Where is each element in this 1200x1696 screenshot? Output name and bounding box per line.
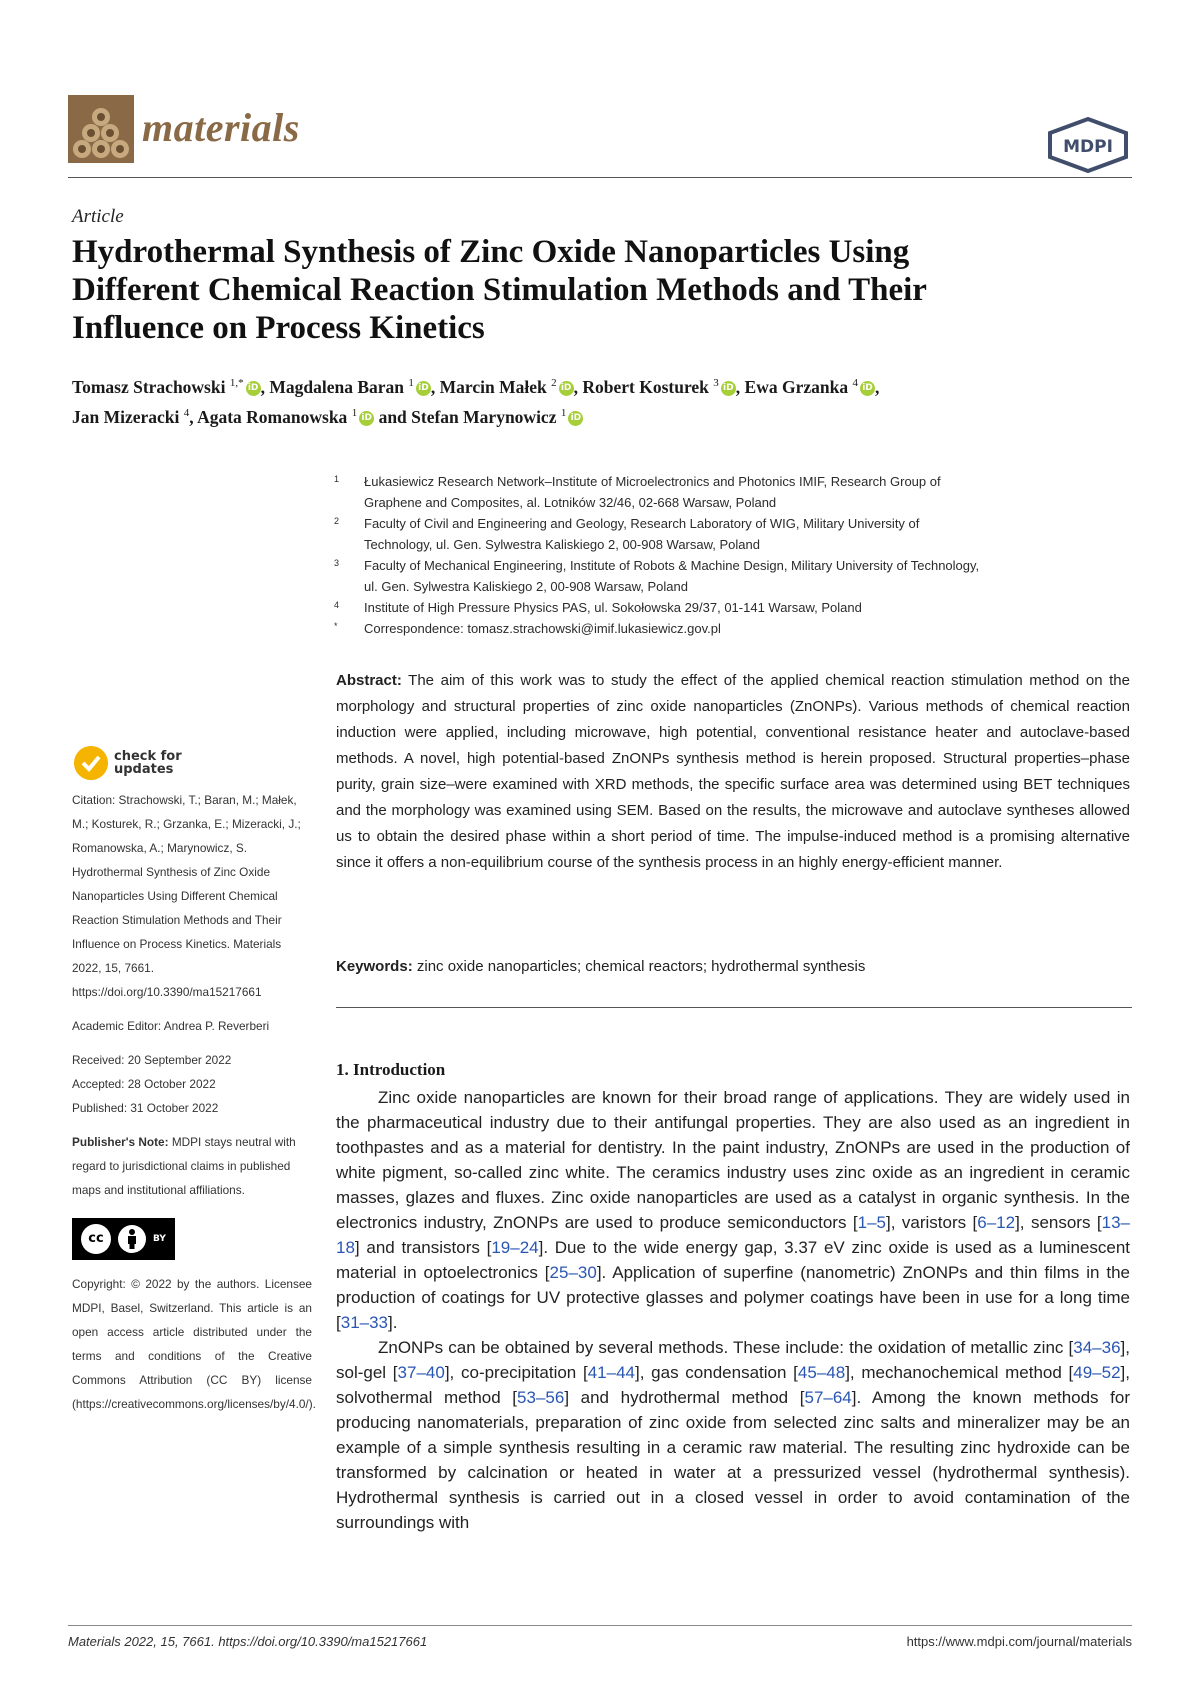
- footer-citation: Materials 2022, 15, 7661. https://doi.org/10.3390/ma15217661: [68, 1634, 428, 1649]
- citation-link[interactable]: 49–52: [1073, 1363, 1121, 1382]
- section-title: 1. Introduction: [336, 1060, 446, 1079]
- check-updates-icon: [74, 746, 108, 780]
- paragraph: ZnONPs can be obtained by several methods. These include: the oxidation of metallic zinc [34–36], sol-gel [37–40], co-precipitation [41–44], gas condensation [45–48], mechanochemical method [49–52], solvothermal method [53–56] and hydrothermal method [57–64]. Among the known methods for producing nanomaterials, preparation of zinc oxide from selected zinc salts and mineralizer may be an example of a simple synthesis resulting in a ceramic raw material. The resulting zinc hydroxide can be transformed by calcination or heated in water at a pressurized vessel (hydrothermal synthesis). Hydrothermal synthesis is carried out in a closed vessel in order to avoid contamination of the surroundings with: [336, 1338, 1130, 1532]
- affiliation-item: 3 Faculty of Mechanical Engineering, Institute of Robots & Machine Design, Military University of Technology, ul. Gen. Sylwestra Kaliskiego 2, 00-908 Warsaw, Poland: [334, 558, 980, 594]
- author-item[interactable]: Stefan Marynowicz $^1$ iD: [411, 407, 583, 427]
- author-list: [72, 370, 1132, 430]
- mdpi-logo-text: MDPI: [1063, 137, 1113, 157]
- correspondence: * Correspondence: tomasz.strachowski@imif.lukasiewicz.gov.pl: [334, 621, 721, 636]
- citation-link[interactable]: 57–64: [804, 1388, 852, 1407]
- citation-block: Citation: Strachowski, T.; Baran, M.; Małek, M.; Kosturek, R.; Grzanka, E.; Mizeracki, J.; Romanowska, A.; Marynowicz, S. Hydrothermal Synthesis of Zinc Oxide Nanoparticles Using Different Chemical Reaction Stimulation Methods and Their Influence on Process Kinetics. Materials 2022, 15, 7661. https://doi.org/10.3390/ma15217661: [72, 793, 301, 999]
- journal-name: materials: [142, 105, 300, 150]
- author-line-1: Tomasz Strachowski $^{1,*}$ iD , Magdalena Baran $^1$ iD , Marcin Małek $^2$ iD , Robert Kosturek $^3$ iD , Ewa Grzanka $^4$ iD ,: [72, 376, 880, 397]
- academic-editor: Academic Editor: Andrea P. Reverberi: [72, 1019, 270, 1033]
- author-item[interactable]: Marcin Małek $^2$ iD: [440, 377, 574, 397]
- orcid-icon[interactable]: iD: [568, 411, 583, 426]
- published-date: Published: 31 October 2022: [72, 1101, 219, 1115]
- citation-link[interactable]: 34–36: [1073, 1338, 1121, 1357]
- check-label: check for: [114, 749, 182, 764]
- abstract-label: Abstract:: [336, 672, 402, 689]
- abstract: [336, 668, 1130, 876]
- author-item[interactable]: Ewa Grzanka $^4$ iD: [745, 377, 875, 397]
- citation-link[interactable]: 6–12: [977, 1213, 1016, 1232]
- footer-journal-link[interactable]: https://www.mdpi.com/journal/materials: [906, 1634, 1132, 1649]
- citation-link[interactable]: 13–18: [336, 1213, 1130, 1257]
- title-line: Influence on Process Kinetics: [72, 310, 485, 346]
- author-line-2: Jan Mizeracki $^4$, Agata Romanowska $^1$ iD and Stefan Marynowicz $^1$ iD: [72, 400, 1132, 430]
- citation-link[interactable]: 31–33: [340, 1313, 389, 1332]
- citation-link[interactable]: 45–48: [797, 1363, 846, 1382]
- affiliation-item: 4 Institute of High Pressure Physics PAS, ul. Sokołowska 29/37, 01-141 Warsaw, Poland: [334, 600, 862, 615]
- orcid-icon[interactable]: iD: [246, 381, 261, 396]
- article-type: Article: [72, 206, 124, 227]
- publisher-note: Publisher's Note: MDPI stays neutral with regard to jurisdictional claims in published maps and institutional affiliations.: [72, 1135, 296, 1197]
- cc-by-license-badge[interactable]: [72, 1218, 175, 1260]
- citation-link[interactable]: 1–5: [857, 1213, 886, 1232]
- author-item[interactable]: Magdalena Baran $^1$ iD: [269, 377, 431, 397]
- author-item[interactable]: Tomasz Strachowski $^{1,*}$ iD: [72, 377, 261, 397]
- citation-link[interactable]: 41–44: [587, 1363, 635, 1382]
- keywords-divider: [336, 1007, 1132, 1008]
- citation-link[interactable]: 25–30: [549, 1263, 597, 1282]
- affiliations: [334, 471, 1134, 639]
- cc-icon: cc: [81, 1224, 111, 1254]
- orcid-icon[interactable]: iD: [416, 381, 431, 396]
- received-date: Received: 20 September 2022: [72, 1053, 232, 1067]
- title-line: Hydrothermal Synthesis of Zinc Oxide Nanoparticles Using: [72, 234, 910, 270]
- header-divider: [68, 177, 1132, 178]
- introduction-body: [336, 1085, 1130, 1535]
- person-icon: [117, 1224, 147, 1254]
- article-title: [72, 233, 1132, 347]
- keywords: [336, 958, 1130, 975]
- author-item[interactable]: Jan Mizeracki $^4$: [72, 406, 190, 427]
- citation-link[interactable]: 19–24: [491, 1238, 539, 1257]
- title-line: Different Chemical Reaction Stimulation Methods and Their: [72, 272, 927, 308]
- copyright-block: Copyright: © 2022 by the authors. Licensee MDPI, Basel, Switzerland. This article is an open access article distributed under the terms and conditions of the Creative Commons Attribution (CC BY) license (https://creativecommons.org/licenses/by/4.0/).: [72, 1277, 316, 1411]
- orcid-icon[interactable]: iD: [721, 381, 736, 396]
- author-item[interactable]: Agata Romanowska $^1$ iD: [197, 407, 374, 427]
- orcid-icon[interactable]: iD: [860, 381, 875, 396]
- journal-logo-icon: [68, 95, 134, 163]
- keywords-label: Keywords:: [336, 958, 413, 975]
- check-for-updates-button[interactable]: [74, 746, 312, 780]
- affiliation-item: 2 Faculty of Civil and Engineering and Geology, Research Laboratory of WIG, Military University of Technology, ul. Gen. Sylwestra Kaliskiego 2, 00-908 Warsaw, Poland: [334, 516, 920, 552]
- abstract-text: The aim of this work was to study the effect of the applied chemical reaction stimulation method on the morphology and structural properties of zinc oxide nanoparticles (ZnONPs). Various methods of chemical reaction induction were applied, including microwave, high potential, conventional resistance heater and autoclave-based methods. A novel, high potential-based ZnONPs synthesis method is herein proposed. Structural properties–phase purity, grain size–were examined with XRD methods, the specific surface area was determined using BET techniques and the morphology was examined using SEM. Based on the results, the microwave and autoclave syntheses allowed us to obtain the desired phase within a short period of time. The impulse-induced method is a promising alternative since it offers a non-equilibrium course of the synthesis process in an highly energy-efficient manner.: [336, 672, 1130, 871]
- paragraph: Zinc oxide nanoparticles are known for their broad range of applications. They are widely used in the pharmaceutical industry due to their antifungal properties. They are also used as an ingredient in toothpastes and as a material for dentistry. In the paint industry, ZnONPs are used in the production of white pigment, so-called zinc white. The ceramics industry uses zinc oxide as an ingredient in ceramic masses, glazes and fluxes. Zinc oxide nanoparticles are used as a catalyst in organic synthesis. In the electronics industry, ZnONPs are used to produce semiconductors [1–5], varistors [6–12], sensors [13–18] and transistors [19–24]. Due to the wide energy gap, 3.37 eV zinc oxide is used as a luminescent material in optoelectronics [25–30]. Application of superfine (nanometric) ZnONPs and thin films in the production of coatings for UV protective glasses and polymer coatings have been in use for a long time [31–33].: [336, 1088, 1130, 1332]
- orcid-icon[interactable]: iD: [359, 411, 374, 426]
- mdpi-logo-icon: [1046, 117, 1130, 173]
- keywords-text: zinc oxide nanoparticles; chemical reactors; hydrothermal synthesis: [416, 958, 866, 975]
- orcid-icon[interactable]: iD: [559, 381, 574, 396]
- citation-link[interactable]: 53–56: [517, 1388, 565, 1407]
- sidebar: [72, 746, 316, 1416]
- check-label: updates: [114, 762, 174, 777]
- author-item[interactable]: Robert Kosturek $^3$ iD: [582, 377, 735, 397]
- citation-link[interactable]: 37–40: [397, 1363, 445, 1382]
- accepted-date: Accepted: 28 October 2022: [72, 1077, 216, 1091]
- affiliation-item: 1 Łukasiewicz Research Network–Institute of Microelectronics and Photonics IMIF, Research Group of Graphene and Composites, al. Lotników 32/46, 02-668 Warsaw, Poland: [334, 474, 941, 510]
- by-label: BY: [153, 1234, 166, 1244]
- footer-divider: [68, 1625, 1132, 1626]
